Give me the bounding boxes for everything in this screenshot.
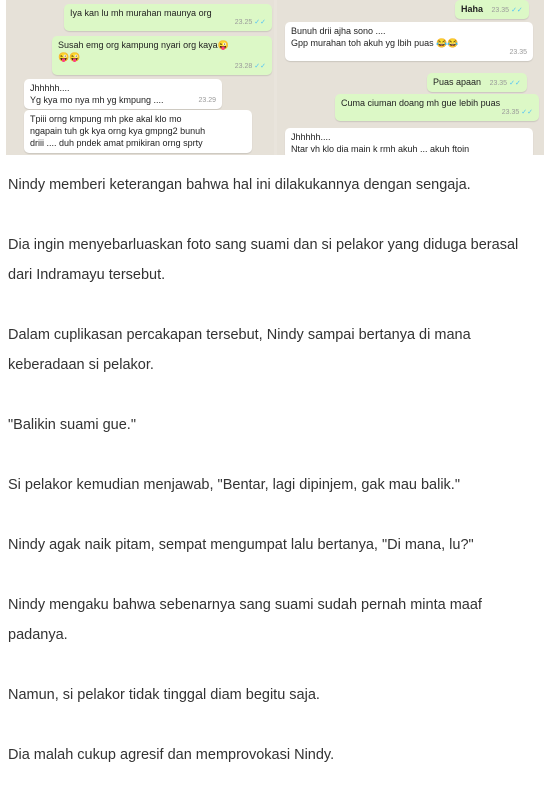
- chat-message-text: Tpiii orng kmpung mh pke akal klo mo ngapain tuh gk kya orng kya gmpng2 bunuh driii .... duh pndek amat pmikiran orng sprty: [30, 114, 206, 148]
- chat-bubble: [335, 94, 539, 121]
- chat-bubble: [285, 22, 533, 61]
- article-paragraph: Namun, si pelakor tidak tinggal diam begitu saja.: [8, 687, 320, 703]
- chat-panel-right: [277, 0, 544, 155]
- chat-message-meta: [70, 19, 266, 27]
- chat-bubble: [285, 128, 533, 155]
- article-paragraph: Nindy mengaku bahwa sebenarnya sang suami sudah pernah minta maaf padanya.: [8, 597, 482, 643]
- article-body: [0, 170, 550, 770]
- chat-message-text: Jhhhhh.... Ntar vh klo dia main k rmh akuh ... akuh ftoin: [291, 132, 470, 154]
- chat-bubble: [455, 0, 529, 19]
- chat-message-meta: [341, 109, 533, 117]
- article-paragraph: Si pelakor kemudian menjawab, "Bentar, lagi dipinjem, gak mau balik.": [8, 477, 460, 493]
- chat-bubble: [64, 4, 272, 31]
- chat-time: 23.35: [509, 49, 527, 56]
- article-paragraph: Nindy memberi keterangan bahwa hal ini dilakukannya dengan sengaja.: [8, 177, 471, 193]
- chat-bubble: [52, 36, 272, 75]
- chat-message-meta: [58, 63, 266, 71]
- read-receipt-icon: ✓✓: [254, 19, 266, 26]
- chat-time: 23.35: [489, 80, 508, 87]
- chat-screenshot-image: [6, 0, 544, 155]
- article-paragraph: Nindy agak naik pitam, sempat mengumpat lalu bertanya, "Di mana, lu?": [8, 537, 474, 553]
- read-receipt-icon: ✓✓: [509, 80, 521, 87]
- chat-message-meta: [492, 7, 523, 14]
- article-paragraph: Dalam cuplikasan percakapan tersebut, Nindy sampai bertanya di mana keberadaan si pelakor.: [8, 327, 471, 373]
- chat-message-text: Iya kan lu mh murahan maunya org: [70, 8, 212, 18]
- chat-time: 23.35: [491, 7, 510, 14]
- chat-time: 23.35: [501, 109, 520, 116]
- article-paragraph: Dia ingin menyebarluaskan foto sang suami dan si pelakor yang diduga berasal dari Indramayu tersebut.: [8, 237, 519, 283]
- chat-bubble: [24, 110, 252, 153]
- chat-time: 23.29: [198, 97, 216, 104]
- read-receipt-icon: ✓✓: [511, 7, 523, 14]
- chat-panel-left: [6, 0, 274, 155]
- chat-message-text: Cuma ciuman doang mh gue lebih puas: [341, 98, 501, 108]
- read-receipt-icon: ✓✓: [254, 63, 266, 70]
- chat-message-text: Puas apaan: [433, 77, 482, 87]
- chat-bubble: [427, 73, 527, 92]
- chat-message-text: Jhhhhh.... Yg kya mo nya mh yg kmpung ....: [30, 83, 164, 105]
- chat-message-meta: [490, 80, 521, 87]
- chat-time: 23.25: [234, 19, 253, 26]
- chat-message-text: Haha: [461, 4, 484, 14]
- chat-bubble: [24, 79, 222, 109]
- read-receipt-icon: ✓✓: [521, 109, 533, 116]
- article-paragraph: "Balikin suami gue.": [8, 417, 136, 433]
- chat-time: 23.28: [234, 63, 253, 70]
- article-paragraph: Dia malah cukup agresif dan memprovokasi Nindy.: [8, 747, 335, 763]
- chat-message-text: Bunuh drii ajha sono .... Gpp murahan toh akuh yg lbih puas 😂😂: [291, 26, 459, 48]
- chat-message-meta: [291, 49, 527, 57]
- chat-message-text: Susah emg org kampung nyari org kaya😜 😜😜: [58, 40, 229, 62]
